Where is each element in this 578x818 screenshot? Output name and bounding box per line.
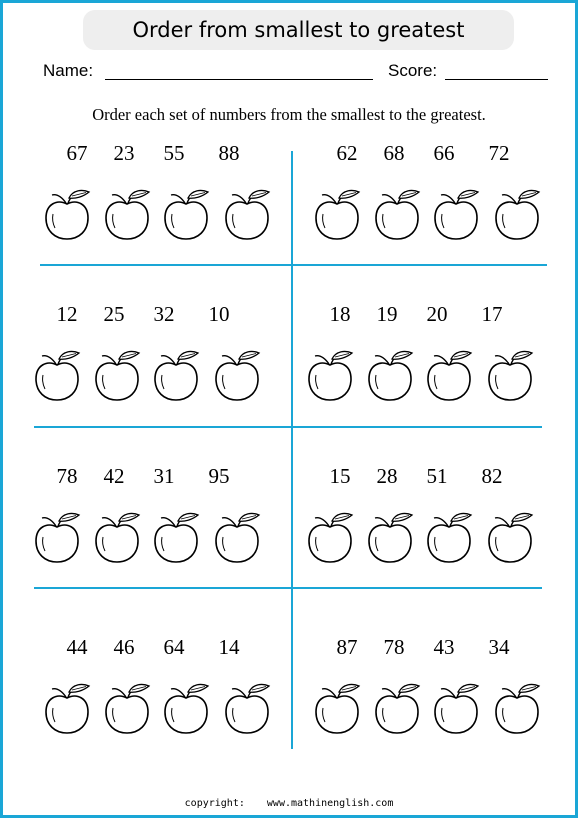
apple-icon — [32, 345, 82, 403]
set-number: 72 — [488, 141, 510, 165]
instructions: Order each set of numbers from the smallest to the greatest. — [92, 105, 486, 124]
number-set-5 — [35, 464, 285, 574]
apple-icon — [222, 678, 272, 736]
set-number: 20 — [426, 302, 448, 326]
number-set-1 — [45, 141, 295, 251]
number-set-3 — [35, 302, 285, 412]
set-number: 43 — [433, 635, 455, 659]
apple-icon — [312, 678, 362, 736]
apple-icon — [431, 184, 481, 242]
set-number: 78 — [56, 464, 78, 488]
set-number: 78 — [383, 635, 405, 659]
number-set-4 — [308, 302, 558, 412]
number-set-8 — [315, 635, 565, 745]
number-set-7 — [45, 635, 295, 745]
apple-icon — [305, 507, 355, 565]
set-number: 14 — [218, 635, 240, 659]
score-field-line[interactable] — [445, 79, 548, 80]
set-number: 10 — [208, 302, 230, 326]
apple-icon — [151, 507, 201, 565]
apple-icon — [485, 345, 535, 403]
copyright-label: copyright: — [184, 798, 245, 809]
set-number: 19 — [376, 302, 398, 326]
set-number: 25 — [103, 302, 125, 326]
apple-icon — [485, 507, 535, 565]
apple-icon — [424, 345, 474, 403]
apple-icon — [372, 678, 422, 736]
footer — [3, 798, 575, 809]
set-number: 15 — [329, 464, 351, 488]
set-number: 17 — [481, 302, 503, 326]
apple-icon — [32, 507, 82, 565]
set-number: 44 — [66, 635, 88, 659]
set-number: 46 — [113, 635, 135, 659]
apple-icon — [102, 184, 152, 242]
apple-icon — [312, 184, 362, 242]
name-score-row — [43, 61, 553, 85]
set-number: 32 — [153, 302, 175, 326]
set-number: 87 — [336, 635, 358, 659]
site-link[interactable]: www.mathinenglish.com — [266, 798, 394, 809]
apple-icon — [492, 184, 542, 242]
set-number: 66 — [433, 141, 455, 165]
set-number: 62 — [336, 141, 358, 165]
apple-icon — [212, 507, 262, 565]
row-divider — [34, 426, 542, 428]
set-number: 31 — [153, 464, 175, 488]
set-number: 23 — [113, 141, 135, 165]
apple-icon — [92, 345, 142, 403]
apple-icon — [222, 184, 272, 242]
set-number: 34 — [488, 635, 510, 659]
worksheet-title: Order from smallest to greatest — [83, 10, 514, 50]
set-number: 95 — [208, 464, 230, 488]
apple-icon — [161, 184, 211, 242]
apple-icon — [92, 507, 142, 565]
set-number: 88 — [218, 141, 240, 165]
score-label: Score: — [388, 61, 438, 80]
apple-icon — [365, 345, 415, 403]
row-divider — [34, 587, 542, 589]
apple-icon — [42, 184, 92, 242]
set-number: 12 — [56, 302, 78, 326]
set-number: 67 — [66, 141, 88, 165]
name-label: Name: — [43, 61, 94, 80]
number-set-2 — [315, 141, 565, 251]
set-number: 55 — [163, 141, 185, 165]
name-field-line[interactable] — [105, 79, 373, 80]
set-number: 68 — [383, 141, 405, 165]
set-number: 51 — [426, 464, 448, 488]
apple-icon — [492, 678, 542, 736]
apple-icon — [424, 507, 474, 565]
set-number: 18 — [329, 302, 351, 326]
set-number: 42 — [103, 464, 125, 488]
apple-icon — [161, 678, 211, 736]
set-number: 28 — [376, 464, 398, 488]
apple-icon — [365, 507, 415, 565]
apple-icon — [305, 345, 355, 403]
apple-icon — [102, 678, 152, 736]
set-number: 82 — [481, 464, 503, 488]
apple-icon — [151, 345, 201, 403]
apple-icon — [431, 678, 481, 736]
set-number: 64 — [163, 635, 185, 659]
apple-icon — [372, 184, 422, 242]
number-set-6 — [308, 464, 558, 574]
apple-icon — [212, 345, 262, 403]
apple-icon — [42, 678, 92, 736]
row-divider — [40, 264, 547, 266]
